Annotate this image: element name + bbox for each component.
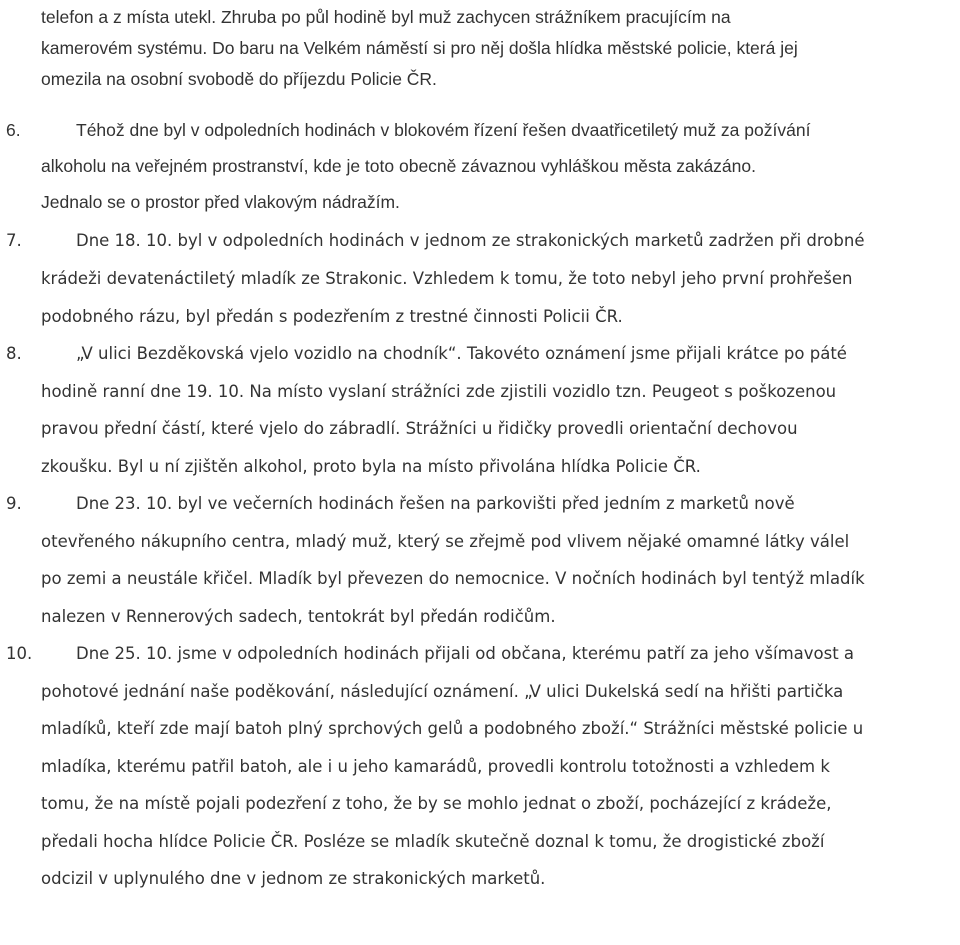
- item-line: pravou přední částí, které vjelo do zábradlí. Strážníci u řidičky provedli orientační dechovou: [41, 419, 798, 438]
- item-paragraph: [41, 222, 952, 336]
- intro-line: telefon a z místa utekl. Zhruba po půl hodině byl muž zachycen strážníkem pracujícím na: [41, 7, 731, 27]
- item-paragraph: [41, 112, 952, 220]
- report-item-10: [0, 635, 952, 898]
- item-line: Dne 18. 10. byl v odpoledních hodinách v jednom ze strakonických marketů zadržen při drobné: [76, 231, 865, 250]
- item-line: tomu, že na místě pojali podezření z toho, že by se mohlo jednat o zboží, pocházející z krádeže,: [41, 794, 832, 813]
- item-line: Téhož dne byl v odpoledních hodinách v blokovém řízení řešen dvaatřicetiletý muž za požívání: [76, 120, 811, 140]
- report-item-9: [0, 485, 952, 635]
- item-number: 10.: [6, 644, 33, 663]
- intro-line: kamerovém systému. Do baru na Velkém náměstí si pro něj došla hlídka městské policie, která jej: [41, 38, 798, 58]
- item-paragraph: [41, 635, 952, 898]
- report-item-6: [0, 112, 952, 220]
- item-paragraph: [41, 485, 952, 635]
- intro-line: omezila na osobní svobodě do příjezdu Policie ČR.: [41, 69, 437, 89]
- item-line: zkoušku. Byl u ní zjištěn alkohol, proto byla na místo přivolána hlídka Policie ČR.: [41, 456, 701, 476]
- item-line: hodině ranní dne 19. 10. Na místo vyslaní strážníci zde zjistili vozidlo tzn. Peugeot s poškozenou: [41, 381, 837, 401]
- report-item-7: [0, 222, 952, 336]
- item-line: pohotové jednání naše poděkování, následující oznámení. „V ulici Dukelská sedí na hřišti partička: [41, 681, 844, 701]
- item-paragraph: [41, 335, 952, 485]
- item-line: mladíků, kteří zde mají batoh plný sprchových gelů a podobného zboží.“ Strážníci městské policie u: [41, 719, 864, 738]
- intro-paragraph: [41, 2, 951, 95]
- item-line: mladíka, kterému patřil batoh, ale i u jeho kamarádů, provedli kontrolu totožnosti a vzhledem k: [41, 756, 830, 776]
- item-number: 8.: [6, 344, 22, 363]
- item-number: 9.: [6, 494, 22, 513]
- item-line: po zemi a neustále křičel. Mladík byl převezen do nemocnice. V nočních hodinách byl tentýž mladík: [41, 569, 865, 588]
- item-line: alkoholu na veřejném prostranství, kde je toto obecně závaznou vyhláškou města zakázáno.: [41, 156, 756, 176]
- item-line: otevřeného nákupního centra, mladý muž, který se zřejmě pod vlivem nějaké omamné látky válel: [41, 531, 850, 551]
- item-line: „V ulici Bezděkovská vjelo vozidlo na chodník“. Takovéto oznámení jsme přijali krátce po páté: [76, 344, 847, 363]
- report-item-8: [0, 335, 952, 485]
- item-line: odcizil v uplynulého dne v jednom ze strakonických marketů.: [41, 869, 546, 888]
- item-line: Jednalo se o prostor před vlakovým nádražím.: [41, 192, 400, 212]
- item-number: 7.: [6, 231, 22, 250]
- item-line: podobného rázu, byl předán s podezřením z trestné činnosti Policii ČR.: [41, 307, 623, 326]
- item-line: nalezen v Rennerových sadech, tentokrát byl předán rodičům.: [41, 606, 556, 626]
- item-line: krádeži devatenáctiletý mladík ze Strakonic. Vzhledem k tomu, že toto nebyl jeho první prohřešen: [41, 269, 853, 288]
- item-number: 6.: [6, 120, 21, 140]
- item-line: Dne 25. 10. jsme v odpoledních hodinách přijali od občana, kterému patří za jeho všímavost a: [76, 644, 855, 663]
- item-line: předali hocha hlídce Policie ČR. Posléze se mladík skutečně doznal k tomu, že drogistické zboží: [41, 831, 825, 851]
- item-line: Dne 23. 10. byl ve večerních hodinách řešen na parkovišti před jedním z marketů nově: [76, 494, 795, 513]
